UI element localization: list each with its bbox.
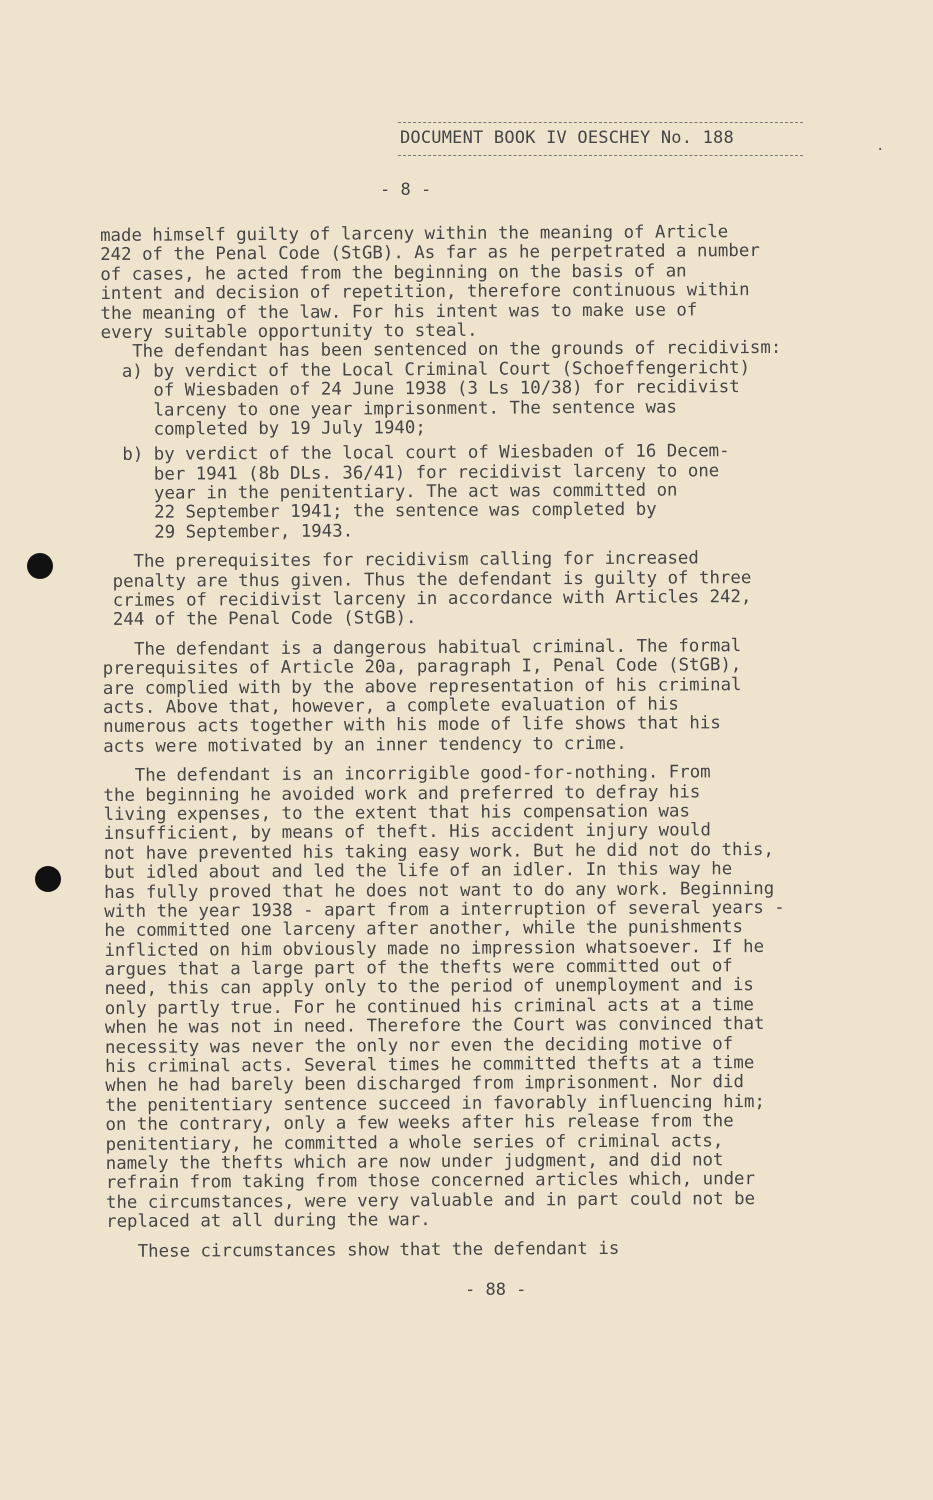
text-line: when he had barely been discharged from imprisonment. Nor did <box>105 1072 744 1097</box>
header-rule-top <box>398 122 803 123</box>
page-number-top: - 8 - <box>380 180 432 200</box>
text-line: larceny to one year imprisonment. The sentence was <box>101 396 678 421</box>
text-line: crimes of recidivist larceny in accordance with Articles 242, <box>102 587 752 612</box>
text-line: 242 of the Penal Code (StGB). As far as he perpetrated a number <box>100 241 760 266</box>
text-line: only partly true. For he continued his criminal acts at a time <box>104 994 754 1019</box>
header-mark: · <box>876 142 885 158</box>
text-line: The defendant has been sentenced on the grounds of recidivism: <box>100 338 782 363</box>
text-line: year in the penitentiary. The act was committed on <box>101 480 678 505</box>
text-line: intent and decision of repetition, therefore continuous within <box>100 280 750 305</box>
text-line: The defendant is a dangerous habitual criminal. The formal <box>102 635 742 660</box>
header-rule-bottom <box>398 155 803 156</box>
text-line: namely the thefts which are now under judgment, and did not <box>105 1150 724 1174</box>
paragraph-4 <box>103 636 879 757</box>
text-line: on the contrary, only a few weeks after his release from the <box>105 1111 734 1136</box>
text-line: of Wiesbaden of 24 June 1938 (3 Ls 10/38) for recidivist <box>100 377 740 402</box>
text-line: the circumstances, were very valuable and in part could not be <box>105 1188 756 1213</box>
text-line: numerous acts together with his mode of life shows that his <box>102 713 721 738</box>
body-text <box>100 222 881 1262</box>
paragraph-1 <box>100 222 876 343</box>
text-line: a) by verdict of the Local Criminal Court (Schoeffengericht) <box>100 357 751 382</box>
text-line: the penitentiary sentence succeed in favorably influencing him; <box>105 1091 766 1116</box>
paragraph-5 <box>103 762 881 1232</box>
text-line: refrain from taking from those concerned articles which, under <box>105 1169 756 1194</box>
text-line: necessity was never the only nor even the deciding motive of <box>104 1033 734 1058</box>
text-line: made himself guilty of larceny within the meaning of Article <box>99 222 729 246</box>
text-line: 29 September, 1943. <box>101 521 354 543</box>
text-line: 244 of the Penal Code (StGB). <box>102 608 417 631</box>
punch-hole <box>35 866 61 892</box>
text-line: completed by 19 July 1940; <box>101 417 426 440</box>
text-line: prerequisites of Article 20a, paragraph I, Penal Code (StGB), <box>102 655 742 680</box>
text-line: need, this can apply only to the period of unemployment and is <box>104 975 754 1000</box>
paragraph-3 <box>102 549 877 631</box>
document-reference: DOCUMENT BOOK IV OESCHEY No. 188 <box>400 128 734 148</box>
text-line: of cases, he acted from the beginning on the basis of an <box>100 261 687 285</box>
text-line: penalty are thus given. Thus the defendant is guilty of three <box>102 567 752 592</box>
text-line: the beginning he avoided work and preferred to defray his <box>103 781 701 806</box>
text-line: 22 September 1941; the sentence was completed by <box>101 500 657 524</box>
text-line: insufficient, by means of theft. His accident injury would <box>103 820 712 845</box>
text-line: he committed one larceny after another, while the punishments <box>104 917 744 942</box>
page-number-bottom: - 88 - <box>465 1280 527 1300</box>
text-line: not have prevented his taking easy work. But he did not do this, <box>103 839 774 864</box>
text-line: ber 1941 (8b DLs. 36/41) for recidivist larceny to one <box>101 460 720 485</box>
text-line: every suitable opportunity to steal. <box>100 320 478 343</box>
text-line: when he was not in need. Therefore the Court was convinced that <box>104 1014 765 1039</box>
text-line: b) by verdict of the local court of Wiesbaden of 16 Decem- <box>101 441 730 466</box>
text-line: are complied with by the above representation of his criminal <box>102 674 742 699</box>
text-line: the meaning of the law. For his intent was to make use of <box>100 299 698 324</box>
text-line: argues that a large part of the thefts were committed out of <box>104 956 733 981</box>
text-line: but idled about and led the life of an idler. In this way he <box>103 859 733 884</box>
list-item-a <box>101 358 876 440</box>
list-item-b <box>101 442 877 544</box>
text-line: acts were motivated by an inner tendency to crime. <box>103 733 627 757</box>
text-line: inflicted on him obviously made no impression whatsoever. If he <box>104 936 765 961</box>
text-line: penitentiary, he committed a whole series of criminal acts, <box>105 1130 724 1155</box>
punch-hole <box>27 553 53 579</box>
text-line: acts. Above that, however, a complete evaluation of his <box>102 694 679 718</box>
text-line: The defendant is an incorrigible good-for-nothing. From <box>103 762 711 787</box>
text-line: These circumstances show that the defendant is <box>106 1238 620 1262</box>
text-line: has fully proved that he does not want to do any work. Beginning <box>104 878 775 903</box>
text-line: living expenses, to the extent that his compensation was <box>103 801 690 825</box>
text-line: with the year 1938 - apart from a interruption of several years - <box>104 897 785 922</box>
text-line: The prerequisites for recidivism calling for increased <box>101 548 699 573</box>
text-line: his criminal acts. Several times he committed thefts at a time <box>105 1053 755 1077</box>
text-line: replaced at all during the war. <box>106 1210 431 1233</box>
paragraph-6 <box>106 1238 881 1262</box>
